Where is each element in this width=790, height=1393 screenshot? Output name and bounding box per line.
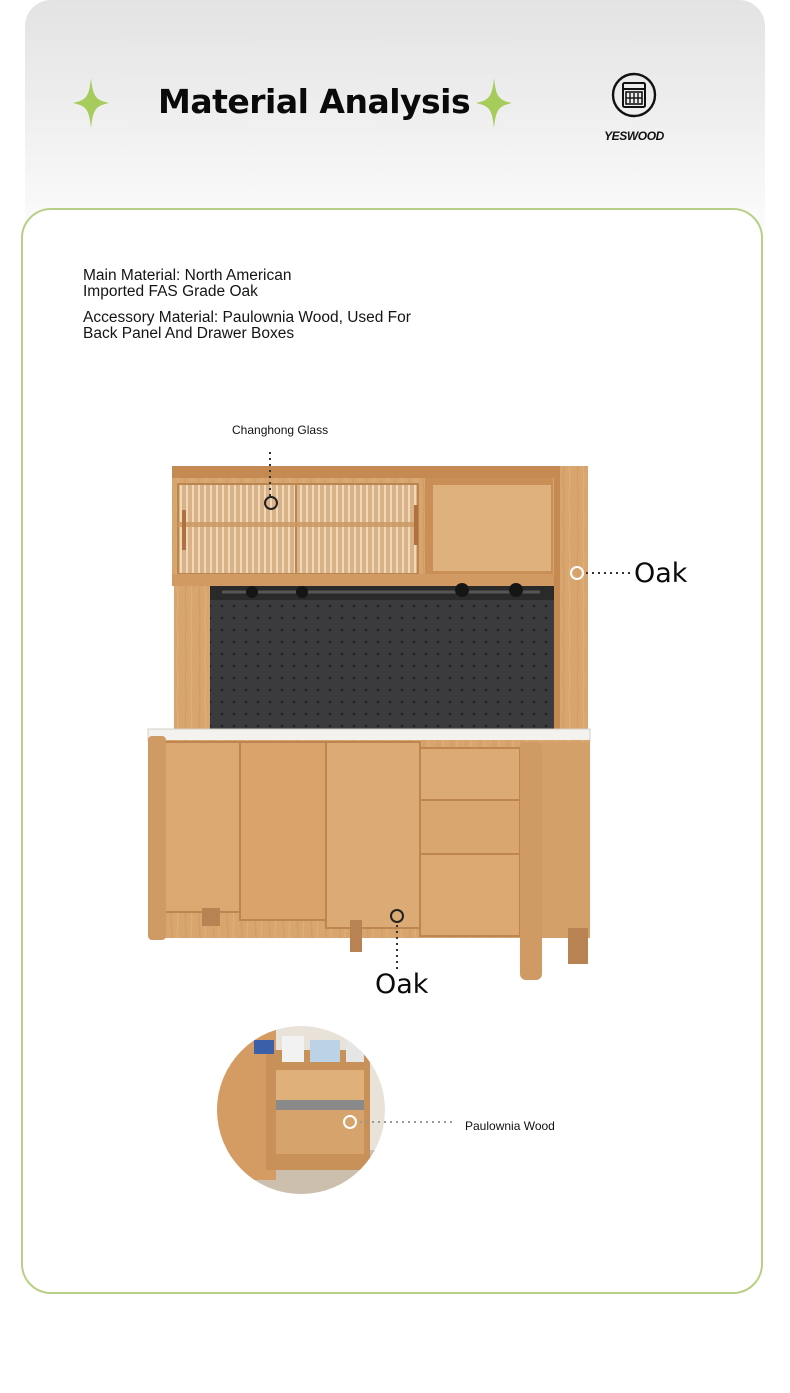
paulownia-label: Paulownia Wood — [465, 1119, 555, 1133]
accessory-material-text: Accessory Material: Paulownia Wood, Used For Back Panel And Drawer Boxes — [83, 309, 411, 342]
brand-name: YESWOOD — [604, 129, 664, 143]
oak-side-label: Oak — [634, 558, 688, 589]
drawer-detail-image — [210, 1020, 400, 1200]
glass-label: Changhong Glass — [232, 423, 329, 437]
pegboard — [210, 583, 554, 734]
countertop — [148, 729, 590, 741]
main-material-text: Main Material: North American Imported FAS Grade Oak — [83, 267, 292, 300]
oak-door-label: Oak — [375, 969, 429, 1000]
base-cabinet — [148, 736, 590, 980]
page-title: Material Analysis — [158, 82, 471, 121]
